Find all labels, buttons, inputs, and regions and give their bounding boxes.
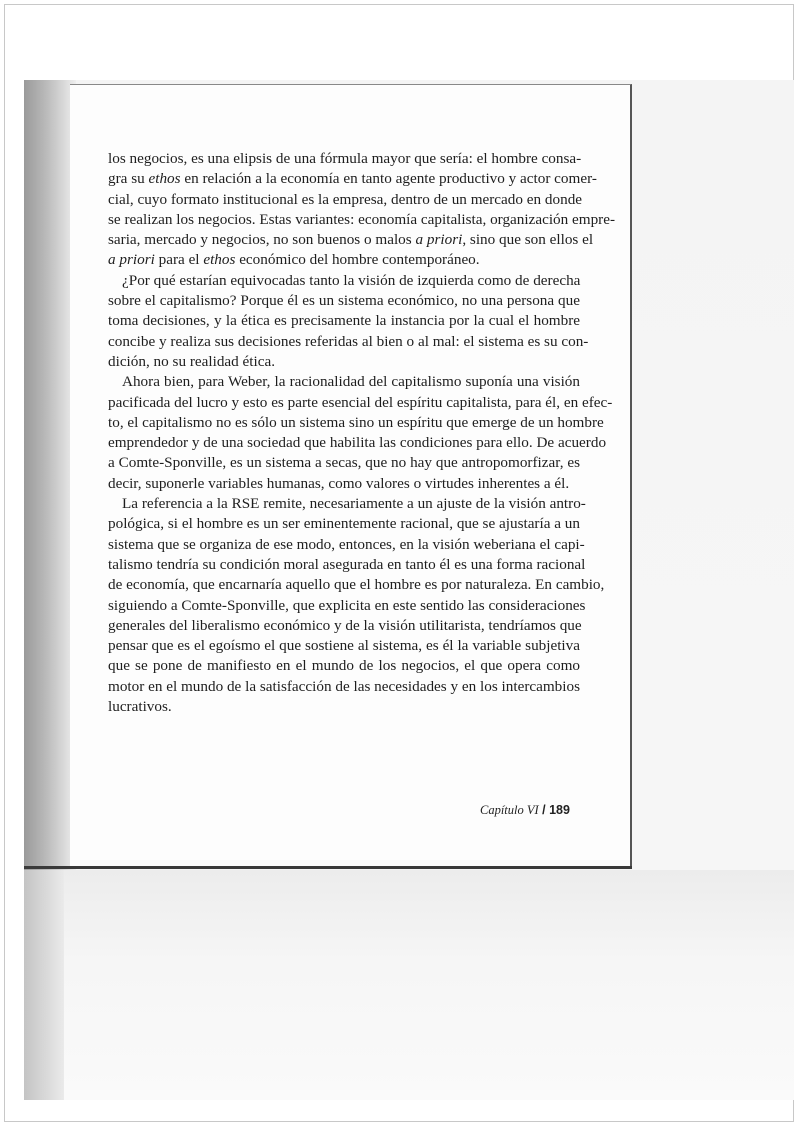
text-segment: pológica, si el hombre es un ser eminentemente racional, que se ajustaría a un (108, 515, 580, 533)
text-line (108, 413, 604, 433)
text-line (108, 697, 580, 717)
text-line (108, 230, 594, 250)
text-segment: pacificada del lucro y esto es parte esencial del espíritu capitalista, para él, en efec- (108, 393, 613, 411)
text-line (108, 250, 580, 270)
text-segment: para el (154, 251, 204, 269)
next-page-area (24, 870, 794, 1100)
text-segment: motor en el mundo de la satisfacción de las necesidades y en los intercambios (108, 677, 580, 695)
paragraph (108, 271, 589, 372)
text-segment: to, el capitalismo no es sólo un sistema sino un espíritu que emerge de un hombre (108, 413, 604, 431)
text-line (108, 433, 607, 453)
text-line (108, 535, 585, 555)
paragraph (108, 494, 605, 717)
text-segment: de economía, que encarnaría aquello que el hombre es por naturaleza. En cambio, (108, 576, 605, 594)
text-line (108, 210, 616, 230)
text-segment: , sino que son ellos el (462, 231, 594, 249)
book-spine-shadow (24, 80, 76, 870)
page-footer (480, 803, 570, 818)
italic-text: a priori (108, 251, 155, 269)
paragraph (108, 149, 616, 271)
text-line (108, 271, 580, 291)
text-segment: concibe y realiza sus decisiones referidas al bien o al mal: el sistema es su con- (108, 332, 589, 350)
text-segment: pensar que es el egoísmo el que sostiene al sistema, es él la variable subjetiva (108, 637, 580, 655)
text-line (108, 616, 580, 636)
text-line (108, 190, 583, 210)
text-line (108, 332, 589, 352)
text-line (108, 555, 586, 575)
text-segment: emprendedor y de una sociedad que habilita las condiciones para ello. De acuerdo (108, 434, 607, 452)
text-line (108, 575, 605, 595)
text-segment: siguiendo a Comte-Sponville, que explicita en este sentido las consideraciones (108, 596, 586, 614)
page-number: 189 (549, 803, 570, 817)
text-segment: toma decisiones, y la ética es precisamente la instancia por la cual el hombre (108, 312, 580, 330)
italic-text: ethos (148, 170, 181, 188)
text-segment: saria, mercado y negocios, no son buenos o malos (108, 231, 416, 249)
body-text (108, 149, 616, 717)
italic-text: a priori (415, 231, 463, 249)
text-segment: decir, suponerle variables humanas, como valores o virtudes inherentes a él. (108, 474, 570, 492)
text-segment: Ahora bien, para Weber, la racionalidad del capitalismo suponía una visión (122, 373, 580, 391)
italic-text: ethos (203, 251, 236, 269)
text-line (108, 149, 580, 169)
text-line (108, 636, 580, 656)
text-segment: dición, no su realidad ética. (108, 352, 276, 370)
text-line (108, 656, 580, 676)
lower-spine-shadow (24, 870, 64, 1100)
text-segment: La referencia a la RSE remite, necesariamente a un ajuste de la visión antro- (122, 495, 586, 513)
text-line (108, 453, 580, 473)
text-segment: que se pone de manifiesto en el mundo de los negocios, el que opera como (108, 657, 580, 675)
text-line (108, 352, 580, 372)
text-segment: lucrativos. (108, 698, 172, 716)
text-segment: a Comte-Sponville, es un sistema a secas, que no hay que antropomorfizar, es (108, 454, 580, 472)
paragraph (108, 372, 613, 494)
text-line (108, 514, 580, 534)
text-line (108, 677, 580, 697)
text-line (108, 291, 580, 311)
chapter-label: Capítulo VI (480, 803, 539, 817)
text-segment: se realizan los negocios. Estas variantes: economía capitalista, organización empre- (108, 210, 616, 228)
text-line (108, 474, 580, 494)
text-segment: generales del liberalismo económico y de la visión utilitarista, tendríamos que (108, 616, 582, 634)
text-segment: ¿Por qué estarían equivocadas tanto la visión de izquierda como de derecha (122, 271, 581, 289)
page-bottom-edge (24, 866, 632, 869)
text-line (108, 596, 586, 616)
text-line (108, 393, 613, 413)
text-segment: económico del hombre contemporáneo. (235, 251, 480, 269)
footer-separator: / (538, 803, 550, 817)
text-segment: gra su (108, 170, 149, 188)
text-segment: los negocios, es una elipsis de una fórmula mayor que sería: el hombre consa- (108, 150, 582, 167)
text-segment: sobre el capitalismo? Porque él es un sistema económico, no una persona que (108, 292, 580, 310)
text-line (108, 311, 580, 331)
text-segment: talismo tendría su condición moral asegurada en tanto él es una forma racional (108, 555, 586, 573)
text-segment: sistema que se organiza de ese modo, entonces, en la visión weberiana el capi- (108, 535, 585, 553)
text-segment: en relación a la economía en tanto agente productivo y actor comer- (180, 170, 597, 188)
text-line (108, 494, 586, 514)
text-line (108, 169, 597, 189)
text-segment: cial, cuyo formato institucional es la empresa, dentro de un mercado en donde (108, 190, 583, 208)
text-line (108, 372, 580, 392)
